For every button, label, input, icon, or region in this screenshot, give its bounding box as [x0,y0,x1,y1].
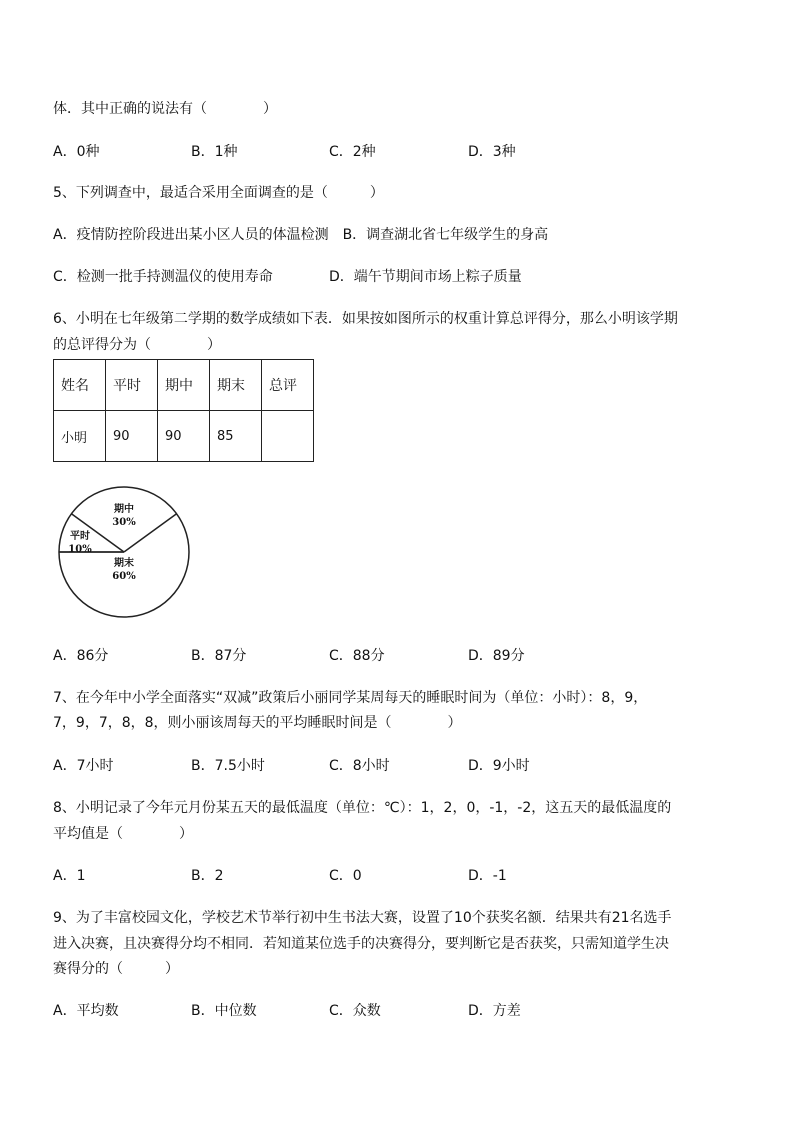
table-cell: 85 [210,411,262,462]
q6-option-c: C．88分 [329,648,385,664]
q8-option-b: B．2 [191,868,224,884]
pie-label-name: 平时 [70,531,90,542]
q8-option-d: D．-1 [468,868,507,884]
q8-option-c: C．0 [329,868,362,884]
weight-pie-chart [56,485,196,625]
q4-stem-tail: 体．其中正确的说法有（ ） [53,101,277,117]
q7-option-a: A．7小时 [53,758,114,774]
pie-label-name: 期末 [114,558,134,569]
table-cell [262,411,314,462]
q8-stem-line2: 平均值是（ ） [53,826,193,842]
q8-option-a: A．1 [53,868,86,884]
table-header-cell: 期中 [158,360,210,411]
pie-label-percent: 30% [112,517,136,528]
q7-option-d: D．9小时 [468,758,530,774]
score-table [53,359,314,462]
table-header-cell: 期末 [210,360,262,411]
q6-option-a: A．86分 [53,648,109,664]
table-header-cell: 平时 [106,360,158,411]
table-header-cell: 总评 [262,360,314,411]
q9-options [53,1001,753,1021]
q4-option-d: D．3种 [468,144,516,160]
table-row [54,411,314,462]
q9-stem-line1: 9、为了丰富校园文化，学校艺术节举行初中生书法大赛，设置了10个获奖名额．结果共有21名选手 [53,910,672,926]
q8-options [53,866,753,886]
q9-option-b: B．中位数 [191,1003,257,1019]
q5-stem: 5、下列调查中，最适合采用全面调查的是（ ） [53,185,384,201]
q5-option-d: D．端午节期间市场上粽子质量 [329,269,522,285]
table-cell: 90 [106,411,158,462]
q8-stem-line1: 8、小明记录了今年元月份某五天的最低温度（单位：℃）：1，2，0，-1，-2，这五天的最低温度的 [53,800,672,816]
q9-option-c: C．众数 [329,1003,381,1019]
q7-stem-line1: 7、在今年中小学全面落实“双减”政策后小丽同学某周每天的睡眠时间为（单位：小时）：8，9， [53,690,648,706]
q9-option-d: D．方差 [468,1003,521,1019]
table-header-cell: 姓名 [54,360,106,411]
q4-option-c: C．2种 [329,144,376,160]
q7-option-b: B．7.5小时 [191,758,265,774]
table-cell: 小明 [54,411,106,462]
q5-options-cd [53,267,753,287]
q9-option-a: A．平均数 [53,1003,119,1019]
q7-options [53,756,753,776]
q7-option-c: C．8小时 [329,758,390,774]
pie-label-percent: 10% [68,544,92,555]
q4-option-b: B．1种 [191,144,238,160]
q5-option-c: C．检测一批手持测温仪的使用寿命 [53,269,273,285]
q5-options-ab: A．疫情防控阶段进出某小区人员的体温检测 B．调查湖北省七年级学生的身高 [53,227,549,243]
q6-stem-line2: 的总评得分为（ ） [53,337,221,353]
q6-option-b: B．87分 [191,648,247,664]
q9-stem-line2: 进入决赛，且决赛得分均不相同．若知道某位选手的决赛得分，要判断它是否获奖，只需知道学生决 [53,936,669,952]
table-header-row [54,360,314,411]
q4-options [53,142,753,162]
q6-stem-line1: 6、小明在七年级第二学期的数学成绩如下表．如果按如图所示的权重计算总评得分，那么小明该学期 [53,311,678,327]
pie-label-percent: 60% [112,571,136,582]
pie-label-name: 期中 [114,504,134,515]
q7-stem-line2: 7，9，7，8，8，则小丽该周每天的平均睡眠时间是（ ） [53,715,462,731]
q9-stem-line3: 赛得分的（ ） [53,961,179,977]
q6-options [53,646,753,666]
q6-option-d: D．89分 [468,648,525,664]
table-cell: 90 [158,411,210,462]
q4-option-a: A．0种 [53,144,100,160]
